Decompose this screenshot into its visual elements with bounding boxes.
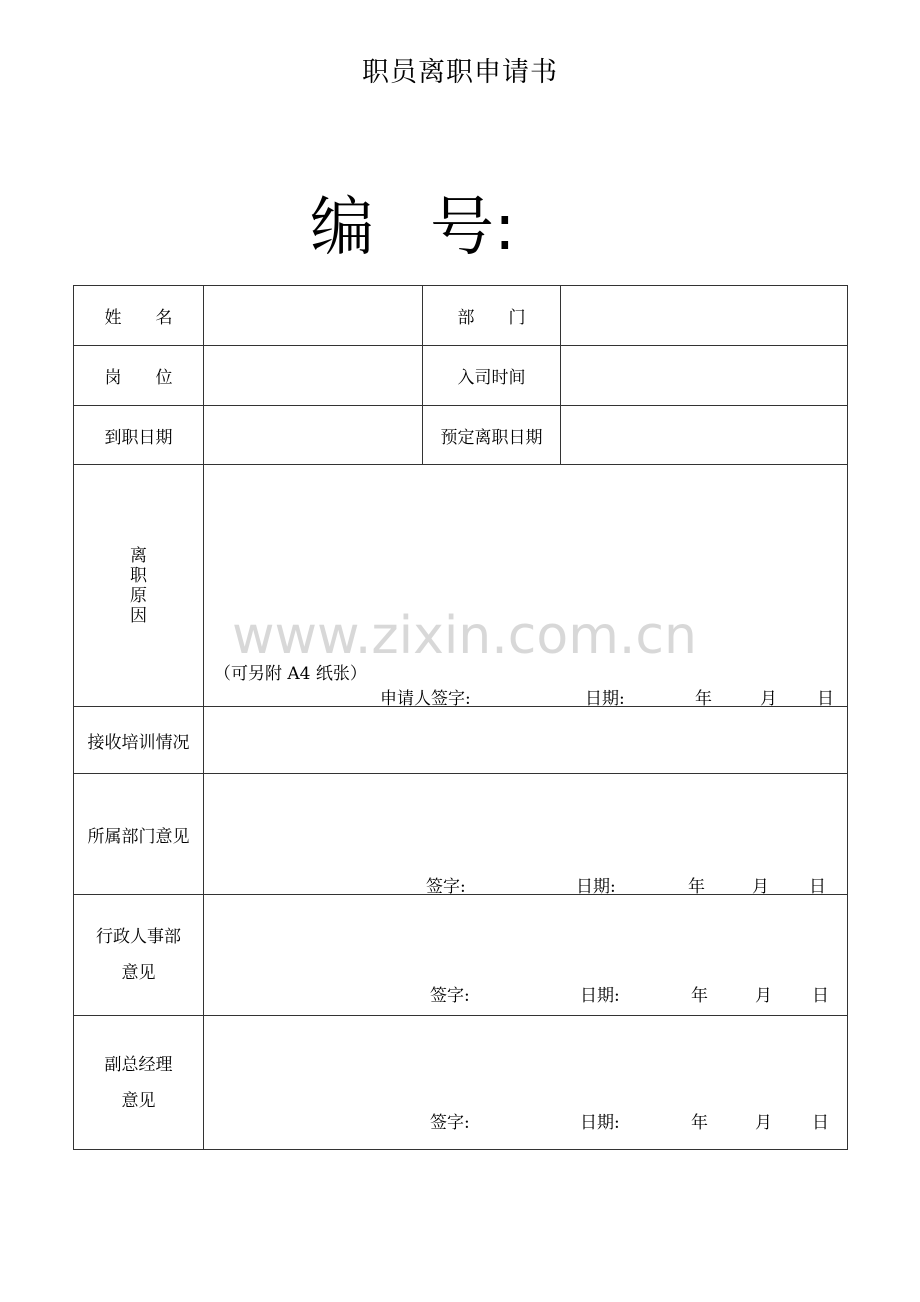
hr-date-label: 日期: [580, 986, 620, 1006]
vgm-signature-label: 签字: [430, 1113, 470, 1133]
planned-leave-date-label: 预定离职日期 [423, 406, 561, 465]
reason-char: 原 [130, 585, 147, 606]
applicant-date-label: 日期: [585, 689, 625, 709]
hr-year-label: 年 [691, 986, 708, 1006]
serial-number-label [310, 191, 516, 265]
serial-label-char-2: 号: [430, 191, 516, 265]
applicant-month-label: 月 [760, 689, 777, 709]
resignation-form-table [73, 285, 848, 1150]
department-opinion-label: 所属部门意见 [74, 774, 204, 895]
admin-hr-label-line-2: 意见 [121, 963, 156, 983]
watermark-text: www.zixin.com.cn [232, 606, 697, 666]
serial-label-char-1: 编 [310, 191, 374, 265]
applicant-day-label: 日 [817, 689, 834, 709]
hr-signature-label: 签字: [430, 986, 470, 1006]
hr-month-label: 月 [755, 986, 772, 1006]
admin-hr-opinion-field[interactable] [204, 895, 848, 1016]
name-label: 姓 名 [74, 286, 204, 346]
vice-gm-label-line-1: 副总经理 [104, 1054, 173, 1075]
dept-day-label: 日 [809, 877, 826, 897]
vgm-date-label: 日期: [580, 1113, 620, 1133]
onboard-date-field[interactable] [204, 406, 423, 465]
join-company-label: 入司时间 [423, 346, 561, 406]
dept-month-label: 月 [752, 877, 769, 897]
reason-attachment-note: （可另附 A4 纸张） [214, 664, 367, 684]
vice-gm-label-line-2: 意见 [121, 1090, 156, 1111]
dept-signature-label: 签字: [426, 877, 466, 897]
reason-field[interactable] [204, 465, 848, 707]
vgm-day-label: 日 [812, 1113, 829, 1133]
vgm-year-label: 年 [691, 1113, 708, 1133]
reason-label [74, 465, 204, 707]
reason-char: 离 [130, 545, 147, 566]
admin-hr-opinion-label [74, 895, 204, 1016]
reason-char: 职 [130, 565, 147, 586]
position-field[interactable] [204, 346, 423, 406]
hr-day-label: 日 [812, 986, 829, 1006]
document-title: 职员离职申请书 [362, 57, 558, 88]
applicant-year-label: 年 [695, 689, 712, 709]
name-field[interactable] [204, 286, 423, 346]
training-label: 接收培训情况 [74, 707, 204, 774]
training-field[interactable] [204, 707, 848, 774]
join-company-field[interactable] [561, 346, 848, 406]
vice-gm-opinion-field[interactable] [204, 1016, 848, 1150]
onboard-date-label: 到职日期 [74, 406, 204, 465]
reason-char: 因 [130, 605, 147, 626]
department-label: 部 门 [423, 286, 561, 346]
department-field[interactable] [561, 286, 848, 346]
applicant-signature-label: 申请人签字: [380, 689, 471, 709]
planned-leave-date-field[interactable] [561, 406, 848, 465]
dept-date-label: 日期: [576, 877, 616, 897]
position-label: 岗 位 [74, 346, 204, 406]
admin-hr-label-line-1: 行政人事部 [96, 927, 181, 947]
reason-label-chars [129, 546, 149, 626]
dept-year-label: 年 [688, 877, 705, 897]
vice-gm-opinion-label [74, 1016, 204, 1150]
vgm-month-label: 月 [755, 1113, 772, 1133]
department-opinion-field[interactable] [204, 774, 848, 895]
